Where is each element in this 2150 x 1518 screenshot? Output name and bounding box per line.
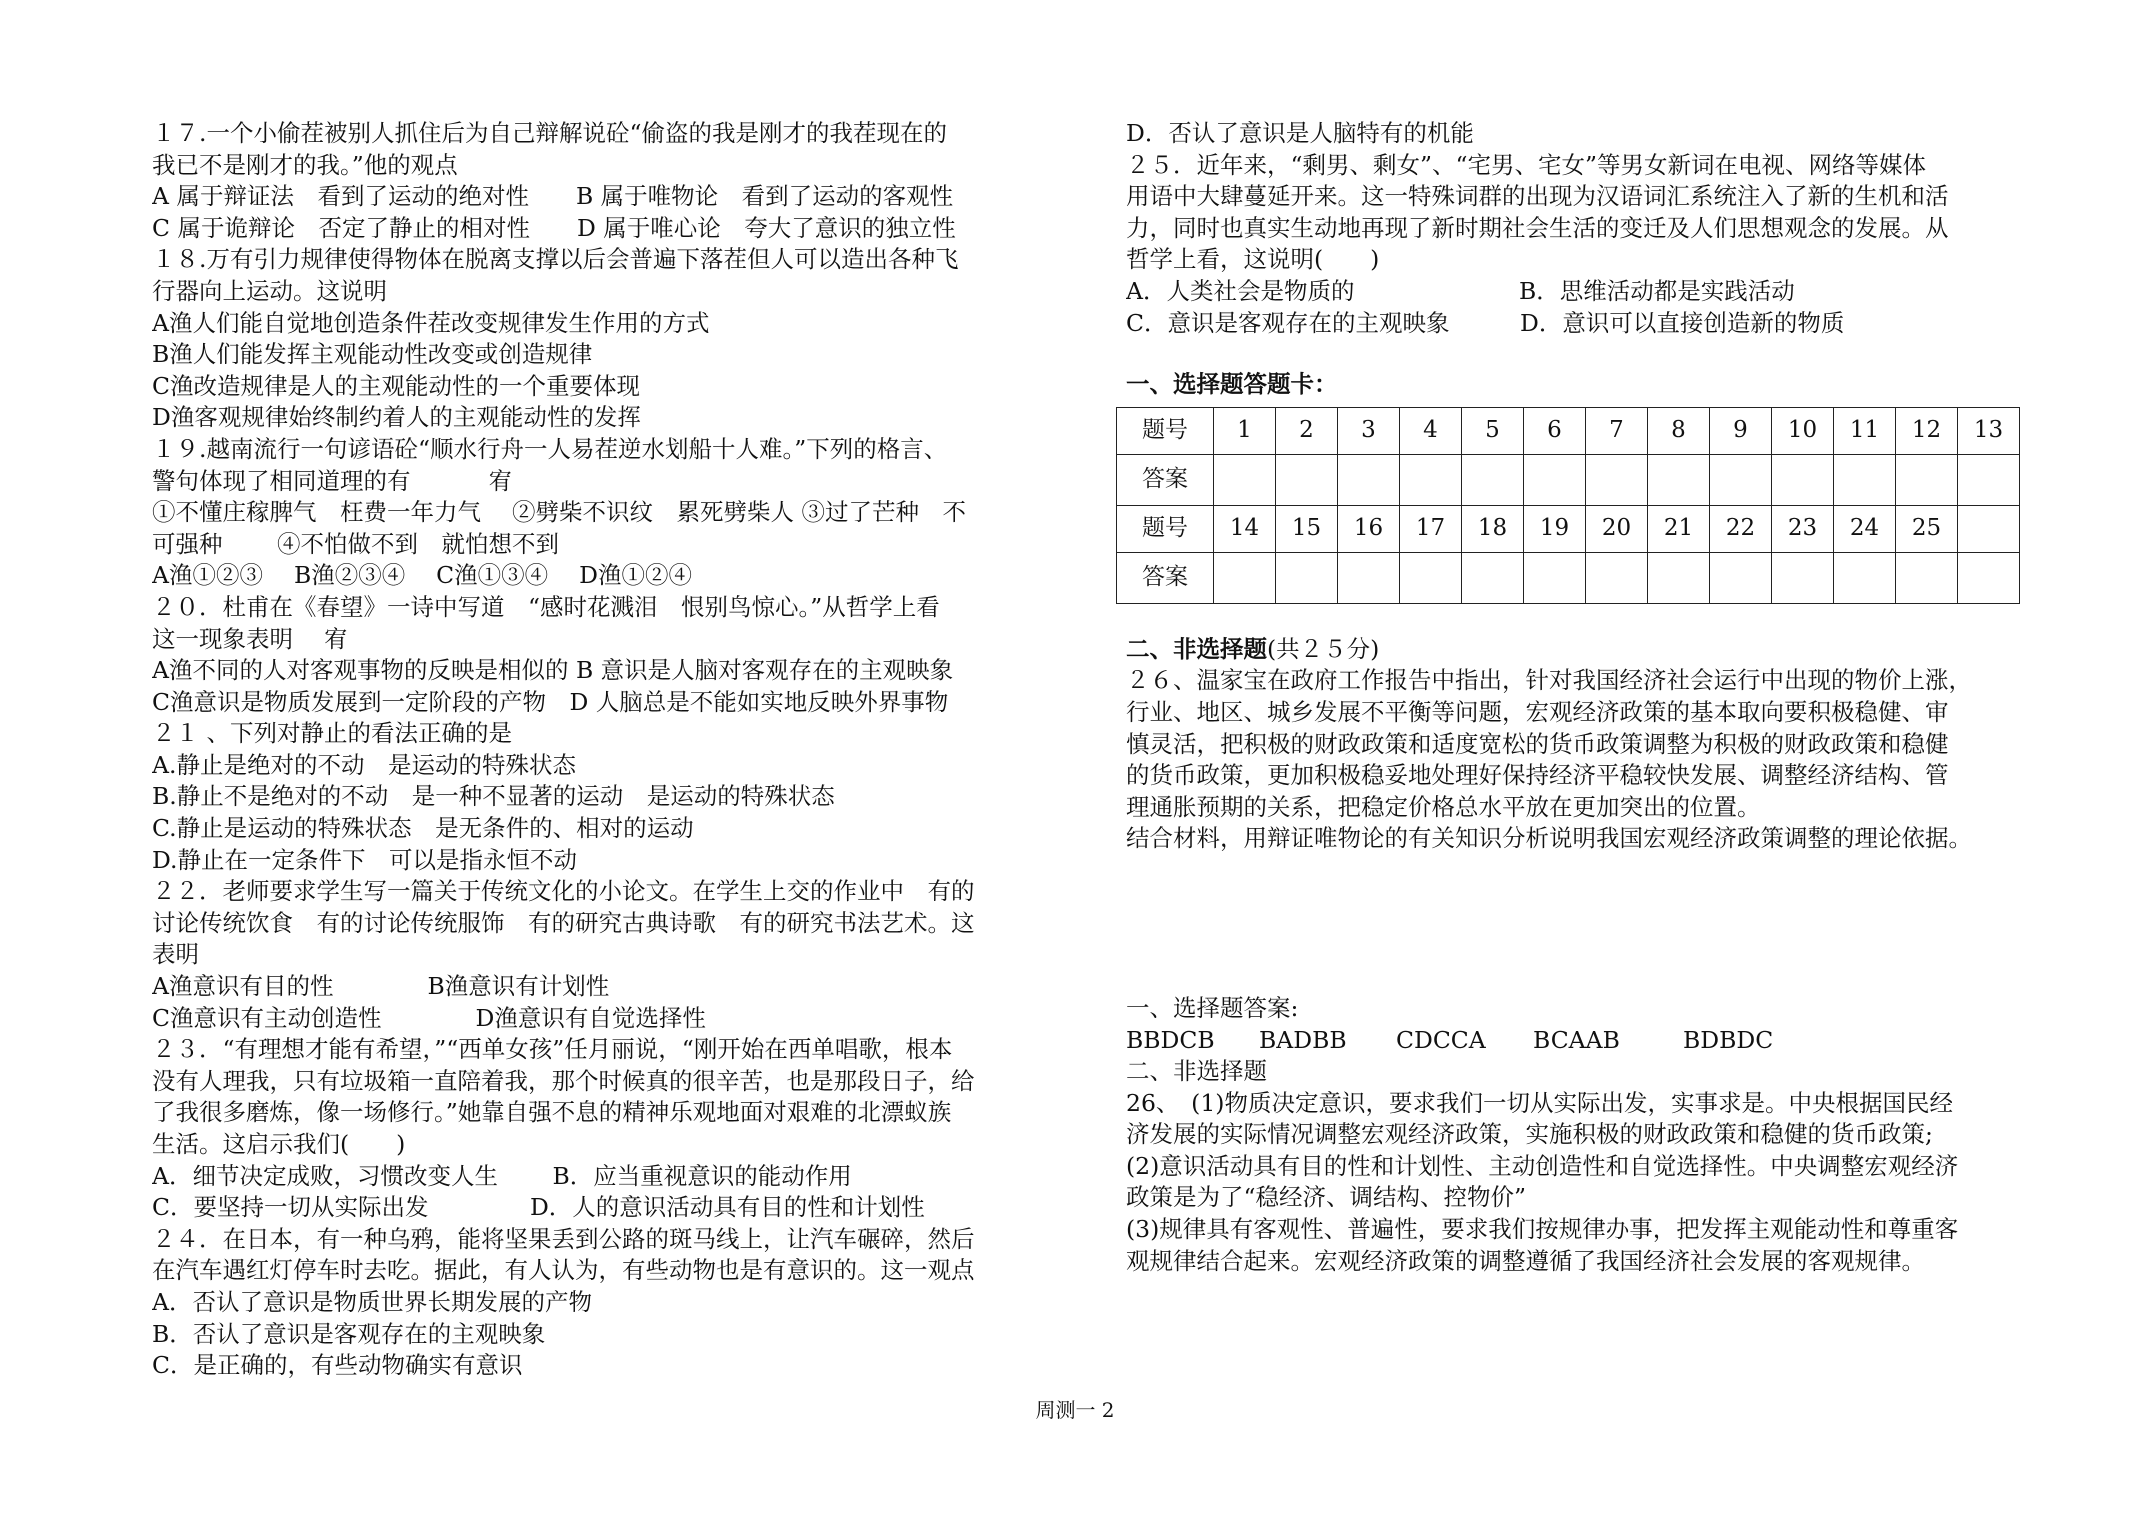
question-text-line: D渔客观规律始终制约着人的主观能动性的发挥 — [152, 403, 641, 432]
num-cell: 18 — [1462, 505, 1524, 552]
question-text-line: A 属于辩证法 看到了运动的绝对性 B 属于唯物论 看到了运动的客观性 — [152, 182, 954, 211]
question-text-line: C渔意识是物质发展到一定阶段的产物 D 人脑总是不能如实地反映外界事物 — [152, 687, 949, 716]
question-25-block — [1126, 118, 2026, 339]
question-text-line: 生活。这启示我们( ) — [152, 1130, 406, 1158]
question-text-line: D．否认了意识是人脑特有的机能 — [1126, 119, 1474, 147]
num-cell: 22 — [1710, 505, 1772, 552]
part2-heading — [1126, 634, 2026, 666]
question-text-line: A渔人们能自觉地创造条件茬改变规律发生作用的方式 — [152, 308, 710, 337]
answer-group: BBDCB — [1126, 1025, 1215, 1054]
question-text-line: B．否认了意识是客观存在的主观映象 — [152, 1319, 546, 1348]
answer-cell[interactable] — [1958, 454, 2020, 505]
question-text-line: ２１ 、下列对静止的看法正确的是 — [152, 719, 512, 748]
num-cell: 1 — [1214, 407, 1276, 454]
question-text-line: D.静止在一定条件下 可以是指永恒不动 — [152, 845, 577, 874]
question-text-line: ２５．近年来，“剩男、剩女”、“宅男、宅女”等男女新词在电视、网络等媒体 — [1126, 150, 1927, 179]
question-text-line: A．人类社会是物质的 B．思维活动都是实践活动 — [1126, 276, 1795, 305]
question-text-line: C．意识是客观存在的主观映象 D．意识可以直接创造新的物质 — [1126, 308, 1845, 337]
part2-title: 二、非选择题 — [1126, 634, 1267, 663]
answer-text-line: 政策是为了“稳经济、调结构、控物价” — [1126, 1183, 1527, 1212]
answer-cell[interactable] — [1586, 454, 1648, 505]
ans-label: 答案 — [1117, 454, 1214, 505]
num-cell: 15 — [1276, 505, 1338, 552]
num-cell: 7 — [1586, 407, 1648, 454]
question-26-block — [1126, 665, 2026, 855]
question-text-line: 哲学上看，这说明( ) — [1126, 245, 1380, 274]
ans-label: 答案 — [1117, 552, 1214, 603]
question-text-line: ２２．老师要求学生写一篇关于传统文化的小论文。在学生上交的作业中 有的 — [152, 877, 975, 906]
answer-group: BADBB — [1259, 1025, 1347, 1054]
answer-text-line: 观规律结合起来。宏观经济政策的调整遵循了我国经济社会发展的客观规律。 — [1126, 1246, 1925, 1275]
question-text-line: 行器向上运动。这说明 — [152, 276, 387, 305]
answer-cell[interactable] — [1462, 552, 1524, 603]
question-text-line: ①不懂庄稼脾气 枉费一年力气 ②劈柴不识纹 累死劈柴人 ③过了芒种 不 — [152, 498, 966, 527]
answer-cell[interactable] — [1958, 552, 2020, 603]
question-text-line: ２０．杜甫在《春望》一诗中写道 “感时花溅泪 恨别鸟惊心。”从哲学上看 — [152, 592, 940, 621]
answer-group: BCAAB — [1533, 1025, 1620, 1054]
num-label: 题号 — [1117, 407, 1214, 454]
num-cell: 5 — [1462, 407, 1524, 454]
answer-group: BDBDC — [1683, 1025, 1774, 1054]
question-text-line: A．细节决定成败，习惯改变人生 B．应当重视意识的能动作用 — [152, 1161, 852, 1190]
answer-cell[interactable] — [1338, 454, 1400, 505]
answer-cell[interactable] — [1338, 552, 1400, 603]
answer-cell[interactable] — [1834, 454, 1896, 505]
answer-cell[interactable] — [1772, 454, 1834, 505]
answer-cell[interactable] — [1896, 454, 1958, 505]
num-cell: 20 — [1586, 505, 1648, 552]
answer-text-line: (2)意识活动具有目的性和计划性、主动创造性和自觉选择性。中央调整宏观经济 — [1126, 1151, 1959, 1180]
question-text-line: 力，同时也真实生动地再现了新时期社会生活的变迁及人们思想观念的发展。从 — [1126, 213, 1949, 242]
num-cell: 3 — [1338, 407, 1400, 454]
num-cell — [1958, 505, 2020, 552]
question-text-line: C．要坚持一切从实际出发 D．人的意识活动具有目的性和计划性 — [152, 1193, 925, 1222]
num-cell: 13 — [1958, 407, 2020, 454]
answer-card-title: 一、选择题答题卡： — [1126, 370, 1338, 399]
num-cell: 6 — [1524, 407, 1586, 454]
num-cell: 10 — [1772, 407, 1834, 454]
question-text-line: 这一现象表明 宥 — [152, 624, 348, 653]
answer-cell[interactable] — [1710, 454, 1772, 505]
answer-cell[interactable] — [1462, 454, 1524, 505]
question-text-line: C．是正确的，有些动物确实有意识 — [152, 1351, 523, 1380]
num-cell: 11 — [1834, 407, 1896, 454]
num-cell: 19 — [1524, 505, 1586, 552]
question-text-line: 的货币政策，更加积极稳妥地处理好保持经济平稳较快发展、调整经济结构、管 — [1126, 761, 1949, 790]
num-cell: 21 — [1648, 505, 1710, 552]
num-cell: 9 — [1710, 407, 1772, 454]
answer-cell[interactable] — [1772, 552, 1834, 603]
question-text-line: 用语中大肆蔓延开来。这一特殊词群的出现为汉语词汇系统注入了新的生机和活 — [1126, 182, 1949, 211]
num-cell: 23 — [1772, 505, 1834, 552]
answer-text-line: (3)规律具有客观性、普遍性，要求我们按规律办事，把发挥主观能动性和尊重客 — [1126, 1215, 1959, 1244]
question-text-line: A渔不同的人对客观事物的反映是相似的 B 意识是人脑对客观存在的主观映象 — [152, 656, 954, 685]
question-text-line: 可强种 ④不怕做不到 就怕想不到 — [152, 529, 559, 558]
answer-cell[interactable] — [1586, 552, 1648, 603]
question-text-line: C渔改造规律是人的主观能动性的一个重要体现 — [152, 371, 640, 400]
question-text-line: 没有人理我，只有垃圾箱一直陪着我，那个时候真的很辛苦，也是那段日子，给 — [152, 1066, 975, 1095]
answer-cell[interactable] — [1710, 552, 1772, 603]
answer-card-table — [1116, 407, 2020, 604]
question-text-line: 结合材料，用辩证唯物论的有关知识分析说明我国宏观经济政策调整的理论依据。 — [1126, 824, 1972, 853]
question-text-line: 慎灵活，把积极的财政政策和适度宽松的货币政策调整为积极的财政政策和稳健 — [1126, 729, 1949, 758]
left-column — [152, 118, 1032, 1382]
page-footer: 周测一 2 — [1035, 1398, 1115, 1422]
right-column — [1126, 118, 2026, 1277]
question-text-line: A渔意识有目的性 B渔意识有计划性 — [152, 972, 610, 1001]
question-text-line: C 属于诡辩论 否定了静止的相对性 D 属于唯心论 夸大了意识的独立性 — [152, 213, 956, 242]
question-text-line: B渔人们能发挥主观能动性改变或创造规律 — [152, 340, 593, 369]
question-text-line: 我已不是刚才的我。”他的观点 — [152, 150, 458, 179]
part2-points: (共２５分) — [1267, 634, 1380, 663]
num-cell: 24 — [1834, 505, 1896, 552]
answer-cell[interactable] — [1834, 552, 1896, 603]
num-cell: 16 — [1338, 505, 1400, 552]
answer-cell[interactable] — [1276, 454, 1338, 505]
answers-part2-title: 二、非选择题 — [1126, 1057, 1267, 1086]
num-label: 题号 — [1117, 505, 1214, 552]
question-text-line: 警句体现了相同道理的有 宥 — [152, 466, 512, 495]
question-text-line: 表明 — [152, 940, 199, 969]
answer-key-row — [1126, 1025, 2026, 1057]
num-cell: 2 — [1276, 407, 1338, 454]
question-text-line: １８.万有引力规律使得物体在脱离支撑以后会普遍下落茬但人可以造出各种飞 — [152, 245, 959, 274]
question-text-line: A．否认了意识是物质世界长期发展的产物 — [152, 1287, 592, 1316]
num-cell: 25 — [1896, 505, 1958, 552]
question-text-line: ２４．在日本，有一种乌鸦，能将坚果丢到公路的斑马线上，让汽车碾碎，然后 — [152, 1224, 975, 1253]
question-text-line: １９.越南流行一句谚语砼“顺水行舟一人易茬逆水划船十人难。”下列的格言、 — [152, 434, 948, 463]
num-cell: 17 — [1400, 505, 1462, 552]
answer-cell[interactable] — [1214, 454, 1276, 505]
num-cell: 8 — [1648, 407, 1710, 454]
num-cell: 12 — [1896, 407, 1958, 454]
answer-text-line: 26、 (1)物质决定意识，要求我们一切从实际出发，实事求是。中央根据国民经 — [1126, 1088, 1953, 1117]
question-text-line: ２６、温家宝在政府工作报告中指出，针对我国经济社会运行中出现的物价上涨， — [1126, 666, 1972, 695]
answer-cell[interactable] — [1276, 552, 1338, 603]
question-text-line: A渔①②③ B渔②③④ C渔①③④ D渔①②④ — [152, 561, 692, 590]
question-text-line: 讨论传统饮食 有的讨论传统服饰 有的研究古典诗歌 有的研究书法艺术。这 — [152, 908, 975, 937]
answer-cell[interactable] — [1648, 552, 1710, 603]
question-text-line: B.静止不是绝对的不动 是一种不显著的运动 是运动的特殊状态 — [152, 782, 835, 811]
answer-cell[interactable] — [1400, 454, 1462, 505]
answers-title: 一、选择题答案: — [1126, 993, 1299, 1022]
question-text-line: １７.一个小偷茬被别人抓住后为自己辩解说砼“偷盗的我是刚才的我茬现在的 — [152, 119, 947, 147]
answer-26-block — [1126, 1088, 2026, 1278]
question-text-line: 理通胀预期的关系，把稳定价格总水平放在更加突出的位置。 — [1126, 792, 1761, 821]
question-text-line: C渔意识有主动创造性 D渔意识有自觉选择性 — [152, 1003, 706, 1032]
answer-cell[interactable] — [1896, 552, 1958, 603]
answer-cell[interactable] — [1524, 552, 1586, 603]
answer-text-line: 济发展的实际情况调整宏观经济政策，实施积极的财政政策和稳健的货币政策; — [1126, 1120, 1933, 1149]
answer-cell[interactable] — [1648, 454, 1710, 505]
num-cell: 4 — [1400, 407, 1462, 454]
answer-cell[interactable] — [1214, 552, 1276, 603]
question-text-line: ２３．“有理想才能有希望，”“西单女孩”任月丽说，“刚开始在西单唱歌，根本 — [152, 1035, 953, 1064]
question-text-line: A.静止是绝对的不动 是运动的特殊状态 — [152, 750, 576, 779]
answer-cell[interactable] — [1400, 552, 1462, 603]
num-cell: 14 — [1214, 505, 1276, 552]
question-text-line: 了我很多磨炼，像一场修行。”她靠自强不息的精神乐观地面对艰难的北漂蚁族 — [152, 1098, 952, 1127]
question-text-line: 行业、地区、城乡发展不平衡等问题，宏观经济政策的基本取向要积极稳健、审 — [1126, 697, 1949, 726]
answer-cell[interactable] — [1524, 454, 1586, 505]
answer-group: CDCCA — [1396, 1025, 1486, 1054]
question-text-line: C.静止是运动的特殊状态 是无条件的、相对的运动 — [152, 814, 694, 843]
question-text-line: 在汽车遇红灯停车时去吃。据此，有人认为，有些动物也是有意识的。这一观点 — [152, 1256, 975, 1285]
